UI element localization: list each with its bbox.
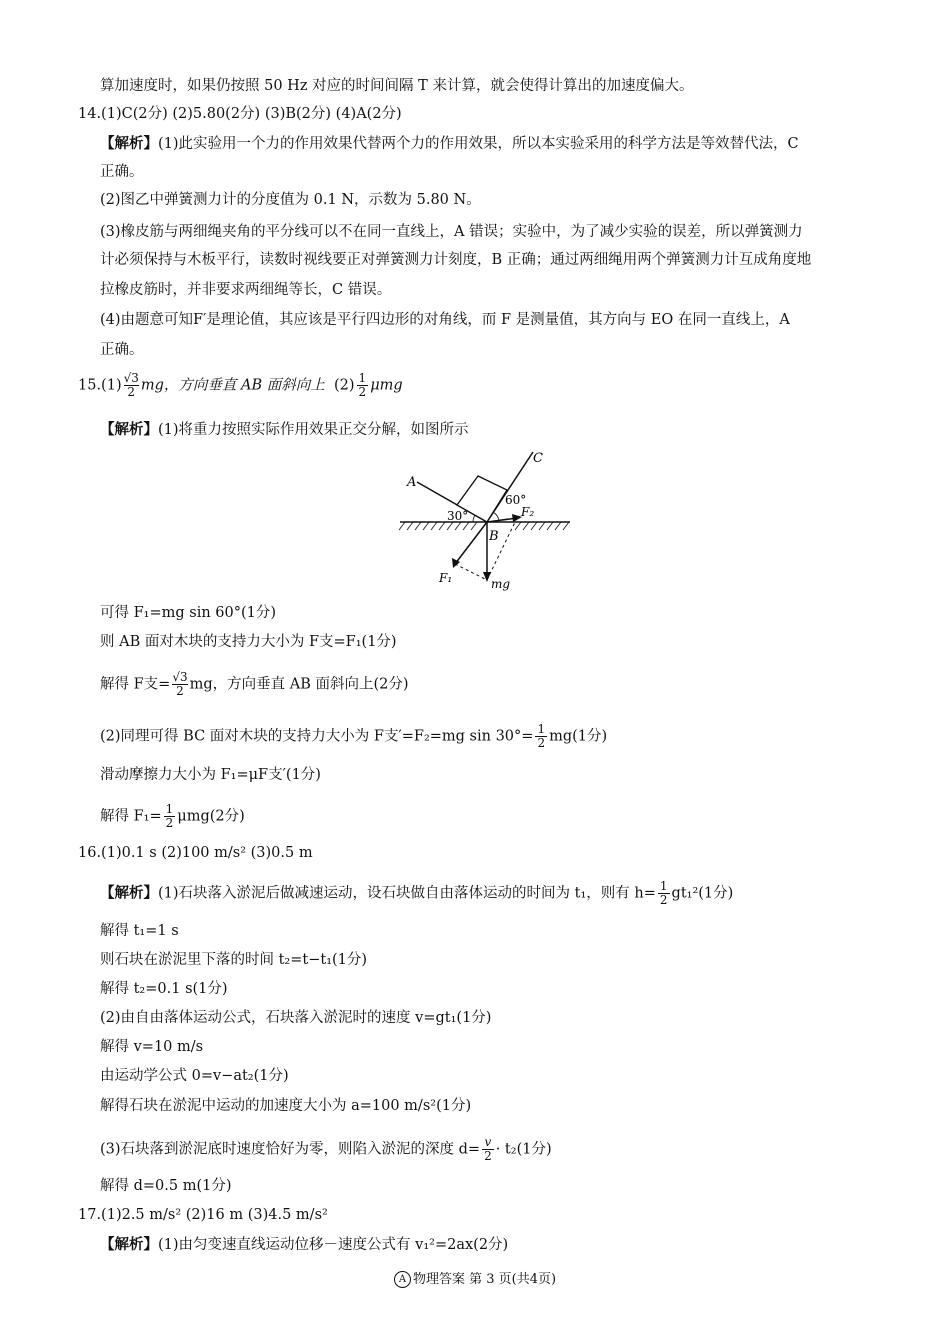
fraction: $\frac{v}{2}$ <box>484 1135 492 1163</box>
formula-line: (3)石块落到淤泥底时速度恰好为零，则陷入淤泥的深度 d= $\frac{v}{2}$ · t₂(1分) <box>100 1135 552 1163</box>
fraction: $\frac{1}{2}$ <box>659 879 668 907</box>
label-f1: F₁ <box>439 571 453 585</box>
fraction: $\frac{1}{2}$ <box>165 802 174 830</box>
text-line: 滑动摩擦力大小为 F₁=μF支′(1分) <box>100 767 321 783</box>
text-line: 算加速度时，如果仍按照 50 Hz 对应的时间间隔 T 来计算，就会使得计算出的加速度偏大。 <box>100 78 694 94</box>
force-diagram <box>395 440 585 600</box>
formula-line: 解得 F支= $\frac{√3}{2}$ mg，方向垂直 AB 面斜向上(2分) <box>100 670 409 698</box>
text-line: 解得 t₁=1 s <box>100 923 179 939</box>
text-line: (2)图乙中弹簧测力计的分度值为 0.1 N，示数为 5.80 N。 <box>100 192 481 208</box>
formula-line: 解得 F₁= $\frac{1}{2}$ μmg(2分) <box>100 802 245 830</box>
text-line: 可得 F₁=mg sin 60°(1分) <box>100 605 277 621</box>
label-mg: mg <box>491 577 511 591</box>
text-line: 则石块在淤泥里下落的时间 t₂=t−t₁(1分) <box>100 952 368 968</box>
analysis-line: 【解析】(1)将重力按照实际作用效果正交分解，如图所示 <box>100 421 469 438</box>
text-line: 由运动学公式 0=v−at₂(1分) <box>100 1068 289 1084</box>
label-b: B <box>489 529 499 544</box>
text-line: 解得石块在淤泥中运动的加速度大小为 a=100 m/s²(1分) <box>100 1098 472 1114</box>
text-line: 则 AB 面对木块的支持力大小为 F支=F₁(1分) <box>100 634 397 650</box>
label-a: A <box>407 475 417 490</box>
analysis-line: 【解析】(1)由匀变速直线运动位移－速度公式有 v₁²=2ax(2分) <box>100 1236 509 1253</box>
text-line: (1)此实验用一个力的作用效果代替两个力的作用效果，所以本实验采用的科学方法是等效替代法，C <box>158 136 799 152</box>
label-c: C <box>533 451 543 466</box>
analysis-line <box>100 134 799 154</box>
version-badge: A <box>394 1271 411 1288</box>
q16-answer: 16.(1)0.1 s (2)100 m/s² (3)0.5 m <box>78 845 313 861</box>
fraction: $\frac{1}{2}$ <box>537 722 546 750</box>
text-line: (2)由自由落体运动公式，石块落入淤泥时的速度 v=gt₁(1分) <box>100 1010 492 1026</box>
q15-answer: 15.(1) $\frac{√3}{2}$ mg，方向垂直 AB 面斜向上 (2) $\frac{1}{2}$ μmg <box>78 371 403 399</box>
text-line: 解得 t₂=0.1 s(1分) <box>100 981 228 997</box>
label-f2: F₂ <box>521 505 535 519</box>
text-line: 正确。 <box>100 164 144 180</box>
footer-text: 物理答案 第 3 页(共4页) <box>412 1272 557 1287</box>
text-line: 正确。 <box>100 342 144 358</box>
text-line: 解得 v=10 m/s <box>100 1039 204 1055</box>
formula-line: (2)同理可得 BC 面对木块的支持力大小为 F支′=F₂=mg sin 30°= $\frac{1}{2}$ mg(1分) <box>100 722 608 750</box>
label-angle-30: 30° <box>447 509 469 523</box>
analysis-line: 【解析】(1)石块落入淤泥后做减速运动，设石块做自由落体运动的时间为 t₁，则有 h= $\frac{1}{2}$ gt₁²(1分) <box>100 879 734 907</box>
q17-answer: 17.(1)2.5 m/s² (2)16 m (3)4.5 m/s² <box>78 1207 328 1223</box>
text-line: 解得 d=0.5 m(1分) <box>100 1178 232 1194</box>
q14-answer: 14.(1)C(2分) (2)5.80(2分) (3)B(2分) (4)A(2分) <box>78 106 402 122</box>
fraction: $\frac{√3}{2}$ <box>172 670 188 698</box>
text-line: 拉橡皮筋时，并非要求两细绳等长，C 错误。 <box>100 282 392 298</box>
text-line: (3)橡皮筋与两细绳夹角的平分线可以不在同一直线上，A 错误；实验中，为了减少实验的误差，所以弹簧测力 <box>100 224 803 240</box>
fraction: $\frac{√3}{2}$ <box>123 371 139 399</box>
text-line: (4)由题意可知F′是理论值，其应该是平行四边形的对角线，而 F 是测量值，其方向与 EO 在同一直线上，A <box>100 312 790 328</box>
fraction: $\frac{1}{2}$ <box>358 371 367 399</box>
label-angle-60: 60° <box>505 493 527 507</box>
analysis-tag: 【解析】 <box>100 135 158 152</box>
force-f1 <box>455 522 487 564</box>
page-footer <box>0 1268 950 1288</box>
text-line: 计必须保持与木板平行，读数时视线要正对弹簧测力计刻度，B 正确；通过两细绳用两个弹簧测力计互成角度地 <box>100 252 812 268</box>
